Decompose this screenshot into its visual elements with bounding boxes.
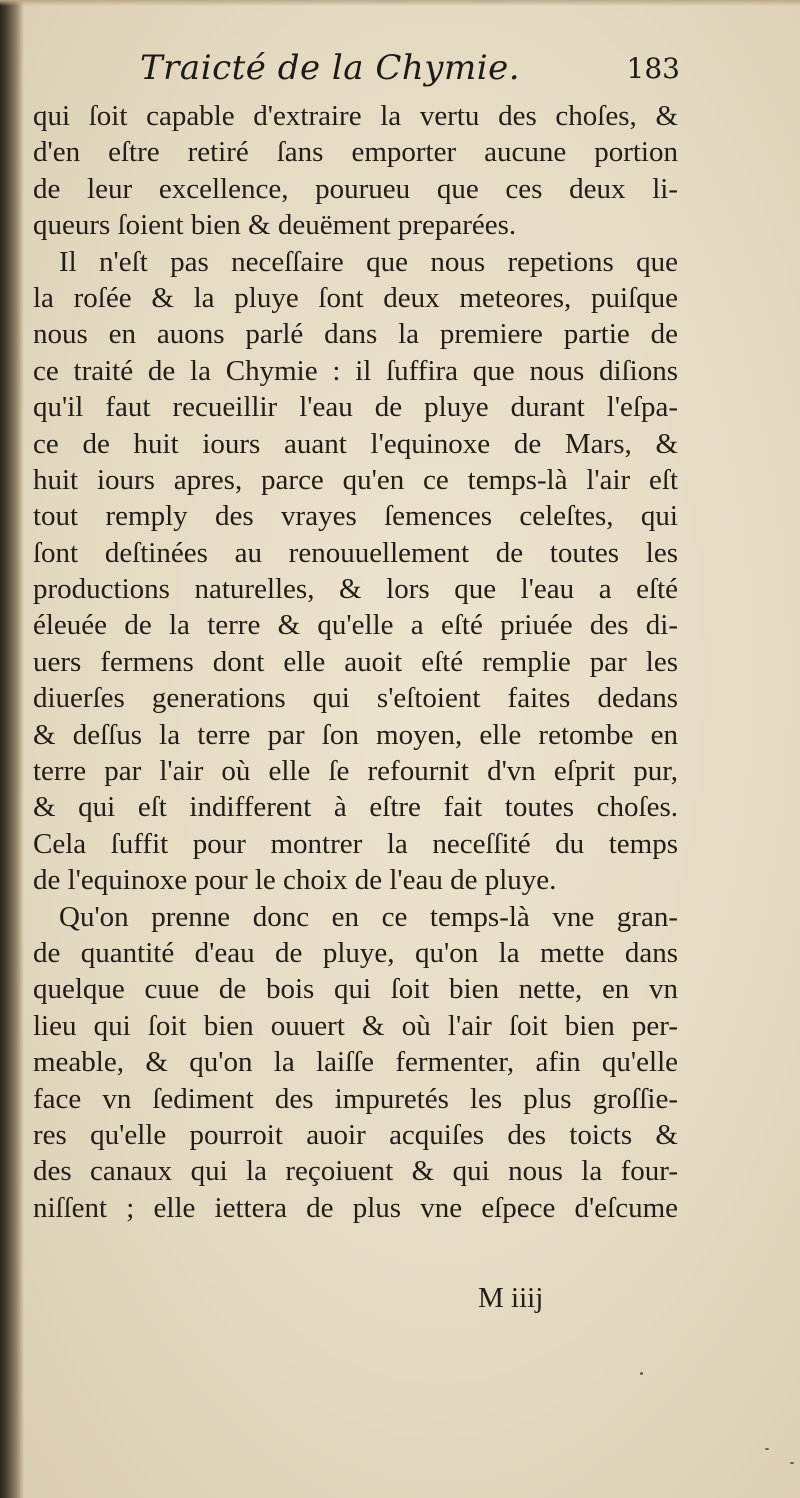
text-line: huit iours apres, parce qu'en ce temps-là l'air eſt (33, 463, 678, 496)
text-line: res qu'elle pourroit auoir acquiſes des toicts & (33, 1118, 678, 1151)
ink-speck (640, 1372, 643, 1375)
text-line: tout remply des vrayes ſemences celeſtes, qui (33, 500, 678, 533)
paragraph-start-line: Qu'on prenne donc en ce temps-là vne gran- (59, 900, 678, 933)
body-text (33, 98, 678, 1226)
text-line: des canaux qui la reçoiuent & qui nous la four- (33, 1155, 678, 1188)
text-line: uers fermens dont elle auoit eſté remplie par les (33, 645, 678, 678)
page-number: 183 (626, 52, 680, 85)
text-line: qui ſoit capable d'extraire la vertu des choſes, & (33, 100, 678, 132)
ink-speck (790, 1462, 794, 1464)
running-head (140, 48, 680, 98)
text-line: de quantité d'eau de pluye, qu'on la mette dans (33, 936, 678, 969)
text-line: & qui eſt indifferent à eſtre fait toutes choſes. (33, 791, 678, 824)
text-line: de l'equinoxe pour le choix de l'eau de pluye. (33, 864, 557, 897)
signature-mark: M iiij (478, 1282, 544, 1314)
text-line: la roſée & la pluye ſont deux meteores, puiſque (33, 281, 678, 314)
text-line: nous en auons parlé dans la premiere partie de (33, 318, 678, 351)
paragraph-start-line: Il n'eſt pas neceſſaire que nous repetions que (59, 245, 678, 278)
text-line: éleuée de la terre & qu'elle a eſté priuée des di- (33, 609, 678, 642)
ink-speck (765, 1448, 769, 1450)
text-line: face vn ſediment des impuretés les plus groſſie- (33, 1082, 678, 1115)
text-line: ſont deſtinées au renouuellement de toutes les (33, 536, 678, 569)
text-line: de leur excellence, pourueu que ces deux li- (33, 172, 678, 205)
text-line: ce de huit iours auant l'equinoxe de Mars, & (33, 427, 678, 460)
text-line: terre par l'air où elle ſe refournit d'vn eſprit pur, (33, 755, 678, 788)
text-line: meable, & qu'on la laiſſe fermenter, afin qu'elle (33, 1046, 678, 1079)
text-line: niſſent ; elle iettera de plus vne eſpece d'eſcume (33, 1191, 678, 1224)
text-line: productions naturelles, & lors que l'eau a eſté (33, 573, 678, 606)
text-line: diuerſes generations qui s'eſtoient faites dedans (33, 682, 678, 715)
text-line: ce traité de la Chymie : il ſuffira que nous diſions (33, 354, 678, 387)
page-top-edge (0, 0, 800, 6)
running-title: Traicté de la Chymie. (140, 48, 521, 88)
text-line: Cela ſuffit pour montrer la neceſſité du temps (33, 827, 678, 860)
text-line: quelque cuue de bois qui ſoit bien nette, en vn (33, 973, 678, 1006)
text-line: d'en eſtre retiré ſans emporter aucune portion (33, 136, 678, 169)
text-line: lieu qui ſoit bien ouuert & où l'air ſoit bien per- (33, 1009, 678, 1042)
text-line: qu'il faut recueillir l'eau de pluye durant l'eſpa- (33, 391, 678, 424)
text-line: & deſſus la terre par ſon moyen, elle retombe en (33, 718, 678, 751)
binding-gutter (0, 0, 24, 1498)
text-line: queurs ſoient bien & deuëment preparées. (33, 209, 517, 242)
